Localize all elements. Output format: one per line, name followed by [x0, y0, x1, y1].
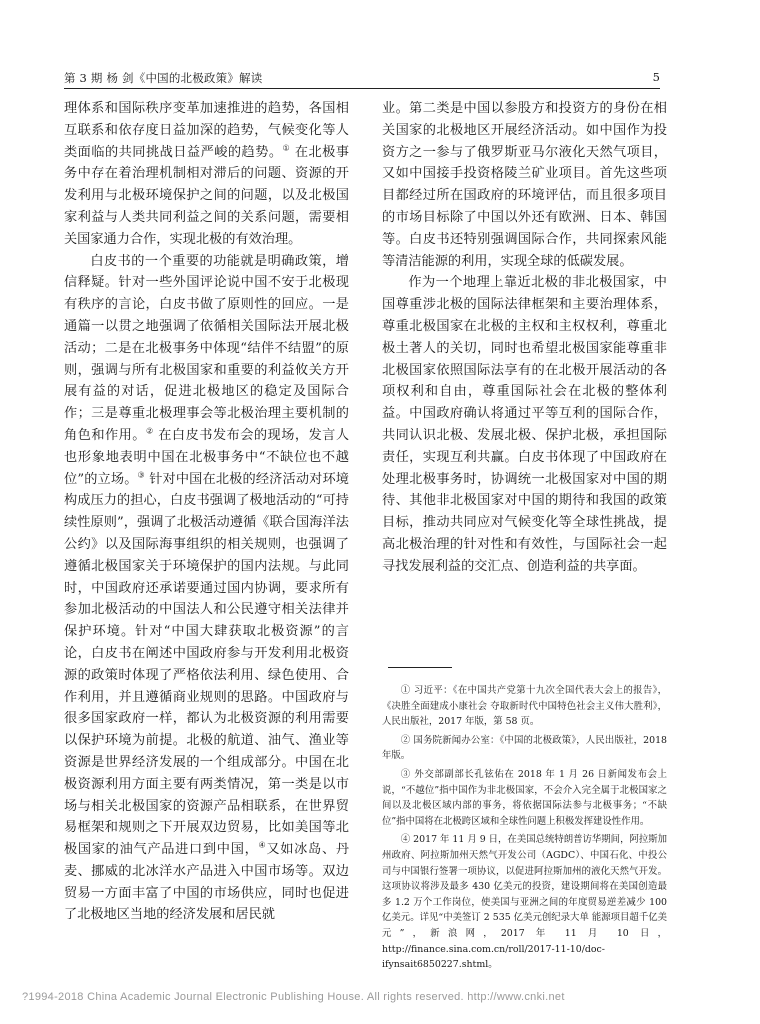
- copyright-footer: ?1994-2018 China Academic Journal Electronic Publishing House. All rights reserved. http://www.cnki.net: [22, 991, 565, 1003]
- paragraph: 作为一个地理上靠近北极的非北极国家，中国尊重涉北极的国际法律框架和主要治理体系，尊重北极国家在北极的主权和主权权利，尊重北极土著人的关切，同时也希望北极国家能尊重非北极国家依照国际法享有的在北极开展活动的各项权利和自由，尊重国际社会在北极的整体利益。中国政府确认将通过平等互利的国际合作，共同认识北极、发展北极、保护北极，承担国际责任，实现互利共赢。白皮书体现了中国政府在处理北极事务时，协调统一北极国家对中国的期待、其他非北极国家对中国的期待和我国的政策目标，推动共同应对气候变化等全球性挑战，提高北极治理的针对性和有效性，与国际社会一起寻找发展利益的交汇点、创造利益的共享面。: [382, 275, 667, 574]
- paragraph: [64, 98, 349, 251]
- footnote-divider: [388, 667, 452, 668]
- paragraph-text: 在白皮书发布会的现场，发言人也形象地表明中国在北极事务中“不缺位也不越位”的立场。: [64, 427, 350, 487]
- journal-issue-and-title: 第 3 期 杨 剑《中国的北极政策》解读: [64, 71, 263, 85]
- footnote: ④ 2017 年 11 月 9 日，在美国总统特朗普访华期间，阿拉斯加州政府、阿拉斯加州天然气开发公司（AGDC）、中国石化、中投公司与中国银行签署一项协议，以促进阿拉斯加州的液化天然气开发。这项协议将涉及最多 430 亿美元的投资，建设期间将在美国创造最多 1.2 万个工作岗位，使美国与亚洲之间的年度贸易逆差减少 100 亿美元。详见“中美签订 2 535 亿美元创纪录大单 能源项目超千亿美元”，新浪网，2017 年 11 月 10 日，http://finance.sina.com.cn/roll/2017-11-10/doc-ifynsait6850227.shtml。: [382, 834, 667, 971]
- footnote-marker[interactable]: ②: [145, 426, 154, 436]
- paragraph: 业。第二类是中国以参股方和投资方的身份在相关国家的北极地区开展经济活动。如中国作为投资方之一参与了俄罗斯亚马尔液化天然气项目，又如中国接手投资格陵兰矿业项目。首先这些项目都经过所在国政府的环境评估，而且很多项目的市场目标除了中国以外还有欧洲、日本、韩国等。白皮书还特别强调国际合作，共同探索风能等清洁能源的利用，实现全球的低碳发展。: [382, 101, 667, 269]
- footnote-marker[interactable]: ④: [258, 840, 267, 850]
- footnote-marker[interactable]: ③: [137, 470, 145, 480]
- footnote: ① 习近平：《在中国共产党第十九次全国代表大会上的报告》，《决胜全面建成小康社会 夺取新时代中国特色社会主义伟大胜利》，人民出版社，2017 年版，第 58 页。: [382, 685, 667, 728]
- paragraph-text: 针对中国在北极的经济活动对环境构成压力的担心，白皮书强调了极地活动的“可持续性原则”，强调了北极活动遵循《联合国海洋法公约》以及国际海事组织的相关规则，也强调了遵循北极国家关于环境保护的国内法规。与此同时，中国政府还承诺要通过国内协调，要求所有参加北极活动的中国法人和公民遵守相关法律并保护环境。针对“中国大肆获取北极资源”的言论，白皮书在阐述中国政府参与开发利用北极资源的政策时体现了严格依法利用、绿色使用、合作利用，并且遵循商业规则的思路。中国政府与很多国家政府一样，都认为北极资源的利用需要以保护环境为前提。北极的航道、油气、渔业等资源是世界经济发展的一个组成部分。中国在北极资源利用方面主要有两类情况，第一类是以市场与相关北极国家的资源产品相联系，在世界贸易框架和规则之下开展双边贸易，比如美国等北极国家的油气产品进口到中国，: [64, 471, 349, 858]
- paragraph-text: 在北极事务中存在着治理机制相对滞后的问题、资源的开发利用与北极环境保护之间的问题，以及北极国家利益与人类共同利益之间的关系问题，需要相关国家通力合作，实现北极的有效治理。: [64, 144, 350, 247]
- left-column: [64, 98, 349, 926]
- running-header: [64, 66, 660, 89]
- footnote: ③ 外交部副部长孔铉佑在 2018 年 1 月 26 日新闻发布会上说，“不越位”指中国作为非北极国家，不会介入完全属于北极国家之间以及北极区域内部的事务，将依据国际法参与北极事务；“不缺位”指中国将在北极跨区域和全球性问题上积极发挥建设性作用。: [382, 768, 667, 827]
- paragraph: [64, 251, 349, 927]
- footnotes: [382, 683, 667, 976]
- paragraph-text: 又如冰岛、丹麦、挪威的北冰洋水产品进入中国市场等。双边贸易一方面丰富了中国的市场供应，同时也促进了北极地区当地的经济发展和居民就: [64, 842, 350, 923]
- paragraph-text: 理体系和国际秩序变革加速推进的趋势，各国相互联系和依存度日益加深的趋势，气候变化等人类面临的共同挑战日益严峻的趋势。: [64, 101, 349, 160]
- footnote: ② 国务院新闻办公室：《中国的北极政策》，人民出版社，2018 年版。: [382, 734, 667, 762]
- page-number: 5: [652, 70, 660, 84]
- right-column: [382, 98, 667, 578]
- footnote-marker[interactable]: ①: [282, 143, 291, 153]
- paragraph-text: 白皮书的一个重要的功能就是明确政策，增信释疑。针对一些外国评论说中国不安于北极现有秩序的言论，白皮书做了原则性的回应。一是通篇一以贯之地强调了依循相关国际法开展北极活动；二是在北极事务中体现“结伴不结盟”的原则，强调与所有北极国家和重要的利益攸关方开展有益的对话，促进北极地区的稳定及国际合作；三是尊重北极理事会等北极治理主要机制的角色和作用。: [64, 253, 349, 443]
